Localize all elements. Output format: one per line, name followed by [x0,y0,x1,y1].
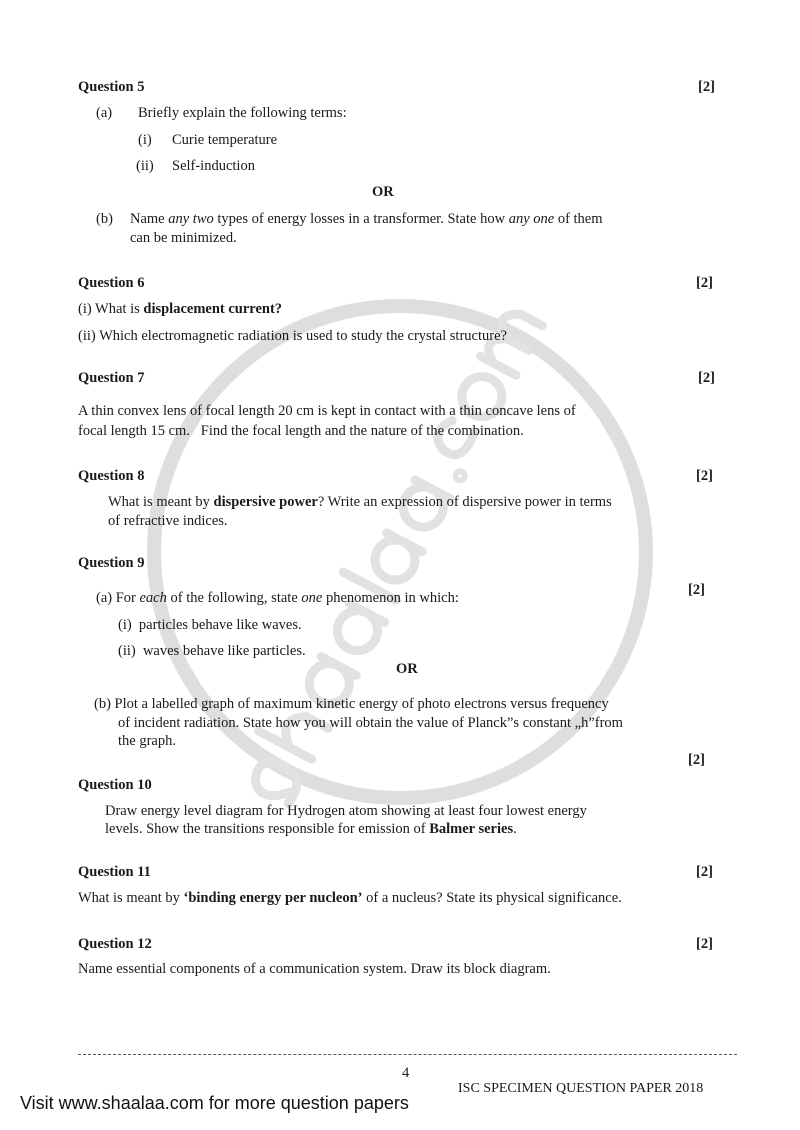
q10-line2: levels. Show the transitions responsible for emission of Balmer series. [105,821,517,837]
question-12-marks: [2] [696,936,713,952]
q11-text: What is meant by ‘binding energy per nucleon’ of a nucleus? State its physical significance. [78,890,622,906]
q5-ii-label: (ii) [136,158,154,174]
question-12-title: Question 12 [78,936,152,952]
q5-b-label: (b) [96,211,113,227]
q9-b-line3: the graph. [118,733,176,749]
question-8-marks: [2] [696,468,713,484]
q8-line1: What is meant by dispersive power? Write an expression of dispersive power in terms [108,494,612,510]
question-8-title: Question 8 [78,468,145,484]
q9-a-text: (a) For each of the following, state one phenomenon in which: [96,590,459,606]
q5-or: OR [372,184,394,200]
q5-a-label: (a) [96,105,113,121]
q9-ii: (ii) waves behave like particles. [118,643,306,659]
question-10-title: Question 10 [78,777,152,793]
q5-a-text: Briefly explain the following terms: [138,105,347,121]
page-number: 4 [402,1065,410,1081]
q5-i-label: (i) [138,132,152,148]
question-5-marks: [2] [698,79,715,95]
q9-or: OR [396,661,418,677]
q5-b-line1: Name any two types of energy losses in a transformer. State how any one of them [130,211,603,227]
question-9b-marks: [2] [688,752,705,768]
question-6-title: Question 6 [78,275,145,291]
q7-line2: focal length 15 cm. Find the focal length and the nature of the combination. [78,423,524,439]
q5-b-line2: can be minimized. [130,230,237,246]
visit-shaalaa-link[interactable]: Visit www.shaalaa.com for more question papers [20,1093,409,1113]
q6-ii: (ii) Which electromagnetic radiation is used to study the crystal structure? [78,328,507,344]
q8-line2: of refractive indices. [108,513,228,529]
q5-i-text: Curie temperature [172,132,278,148]
footer-divider [78,1054,737,1055]
q5-ii-text: Self-induction [172,158,255,174]
question-5-title: Question 5 [78,79,145,95]
q9-i: (i) particles behave like waves. [118,617,302,633]
q10-line1: Draw energy level diagram for Hydrogen atom showing at least four lowest energy [105,803,587,819]
q12-text: Name essential components of a communication system. Draw its block diagram. [78,961,551,977]
question-11-marks: [2] [696,864,713,880]
question-9a-marks: [2] [688,582,705,598]
question-11-title: Question 11 [78,864,151,880]
q6-i: (i) What is displacement current? [78,301,283,317]
question-7-marks: [2] [698,370,715,386]
question-7-title: Question 7 [78,370,145,386]
q9-b-line1: (b) Plot a labelled graph of maximum kinetic energy of photo electrons versus frequency [94,696,609,712]
question-9-title: Question 9 [78,555,145,571]
question-6-marks: [2] [696,275,713,291]
q7-line1: A thin convex lens of focal length 20 cm is kept in contact with a thin concave lens of [78,403,576,419]
q9-b-line2: of incident radiation. State how you will obtain the value of Planck”s constant „h”from [118,715,623,731]
paper-title: ISC SPECIMEN QUESTION PAPER 2018 [458,1081,704,1096]
